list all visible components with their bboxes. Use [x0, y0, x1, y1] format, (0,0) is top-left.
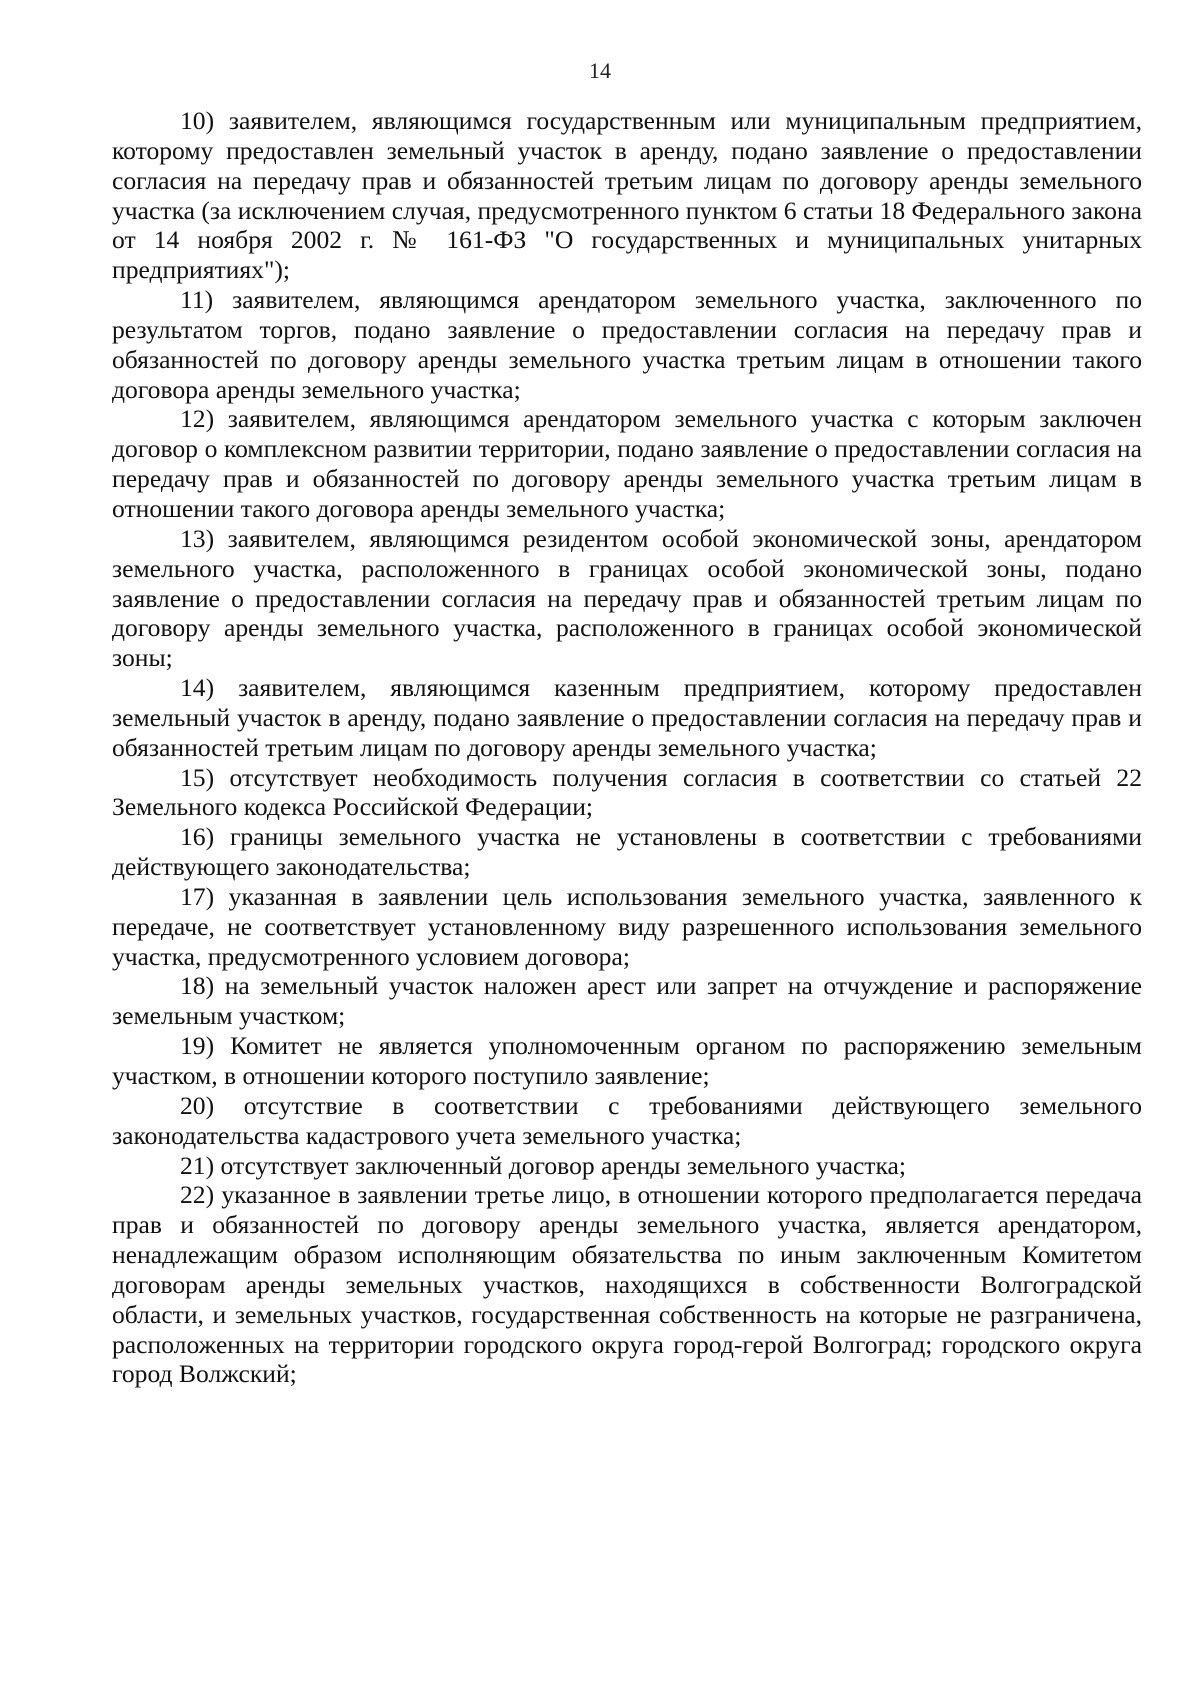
clause-text: Комитет не является уполномоченным органом по распоряжению земельным участком, в отношении которого поступило заявление; — [112, 1031, 1142, 1090]
clause-number: 11) — [180, 285, 214, 315]
clause-text: заявителем, являющимся государственным или муниципальным предприятием, которому предоставлен земельный участок в аренду, подано заявление о предоставлении согласия на передачу прав и обязанностей третьим лицам по договору аренды земельного участка (за исключением случая, предусмотренного пунктом 6 статьи 18 Федерального закона от 14 ноября 2002 г. № 161-ФЗ "О государственных и муниципальных унитарных предприятиях"); — [112, 106, 1142, 285]
clause-number: 22) — [180, 1180, 215, 1210]
clause-item — [112, 285, 1142, 404]
clause-item — [112, 1031, 1142, 1091]
clause-text: границы земельного участка не установлены в соответствии с требованиями действующего законодательства; — [112, 822, 1142, 882]
clause-item — [112, 763, 1142, 823]
clause-item — [112, 1091, 1142, 1151]
clause-item — [112, 971, 1142, 1031]
clause-number: 20) — [180, 1090, 215, 1120]
clause-item — [112, 673, 1142, 763]
clause-number: 21) — [180, 1150, 215, 1180]
page-number: 14 — [589, 58, 611, 83]
clause-text: отсутствует заключенный договор аренды земельного участка; — [220, 1150, 907, 1180]
clause-text: отсутствие в соответствии с требованиями действующего земельного законодательства кадастрового учета земельного участка; — [112, 1090, 1142, 1150]
clause-item — [112, 1151, 1142, 1181]
clause-number: 19) — [180, 1031, 215, 1061]
clause-text: указанная в заявлении цель использования земельного участка, заявленного к передаче, не соответствует установленному виду разрешенного использования земельного участка, предусмотренного условием договора; — [112, 881, 1142, 971]
clause-text: на земельный участок наложен арест или запрет на отчуждение и распоряжение земельным участком; — [112, 971, 1142, 1031]
clause-item — [112, 882, 1142, 972]
clause-text: заявителем, являющимся арендатором земельного участка, заключенного по результатом торгов, подано заявление о предоставлении согласия на передачу прав и обязанностей по договору аренды земельного участка третьим лицам в отношении такого договора аренды земельного участка; — [112, 285, 1142, 404]
clause-item — [112, 524, 1142, 673]
clause-number: 13) — [180, 523, 215, 553]
clause-text: указанное в заявлении третье лицо, в отношении которого предполагается передача прав и обязанностей по договору аренды земельного участка, является арендатором, ненадлежащим образом исполняющим обязательства по иным заключенным Комитетом договорам аренды земельных участков, находящихся в собственности Волгоградской области, и земельных участков, государственная собственность на которые не разграничена, расположенных на территории городского округа город-герой Волгоград; городского округа город Волжский; — [112, 1180, 1142, 1389]
clause-item — [112, 404, 1142, 523]
clause-item — [112, 1180, 1142, 1389]
clause-text: заявителем, являющимся резидентом особой экономической зоны, арендатором земельного участка, расположенного в границах особой экономической зоны, подано заявление о предоставлении согласия на передачу прав и обязанностей третьим лицам по договору аренды земельного участка, расположенного в границах особой экономической зоны; — [112, 523, 1142, 673]
clause-text: заявителем, являющимся арендатором земельного участка с которым заключен договор о комплексном развитии территории, подано заявление о предоставлении согласия на передачу прав и обязанностей по договору аренды земельного участка третьим лицам в отношении такого договора аренды земельного участка; — [112, 404, 1143, 523]
clause-item — [112, 822, 1142, 882]
clause-number: 12) — [180, 404, 215, 434]
clause-item — [112, 106, 1142, 285]
clause-number: 17) — [180, 881, 215, 911]
clause-number: 14) — [180, 673, 215, 703]
clause-number: 15) — [180, 762, 215, 792]
document-body — [112, 106, 1142, 1389]
clause-text: отсутствует необходимость получения согласия в соответствии со статьей 22 Земельного кодекса Российской Федерации; — [112, 762, 1142, 822]
clause-number: 16) — [180, 822, 215, 852]
clause-text: заявителем, являющимся казенным предприятием, которому предоставлен земельный участок в аренду, подано заявление о предоставлении согласия на передачу прав и обязанностей третьим лицам по договору аренды земельного участка; — [112, 673, 1142, 762]
clause-number: 10) — [180, 106, 215, 135]
clause-number: 18) — [180, 971, 215, 1001]
